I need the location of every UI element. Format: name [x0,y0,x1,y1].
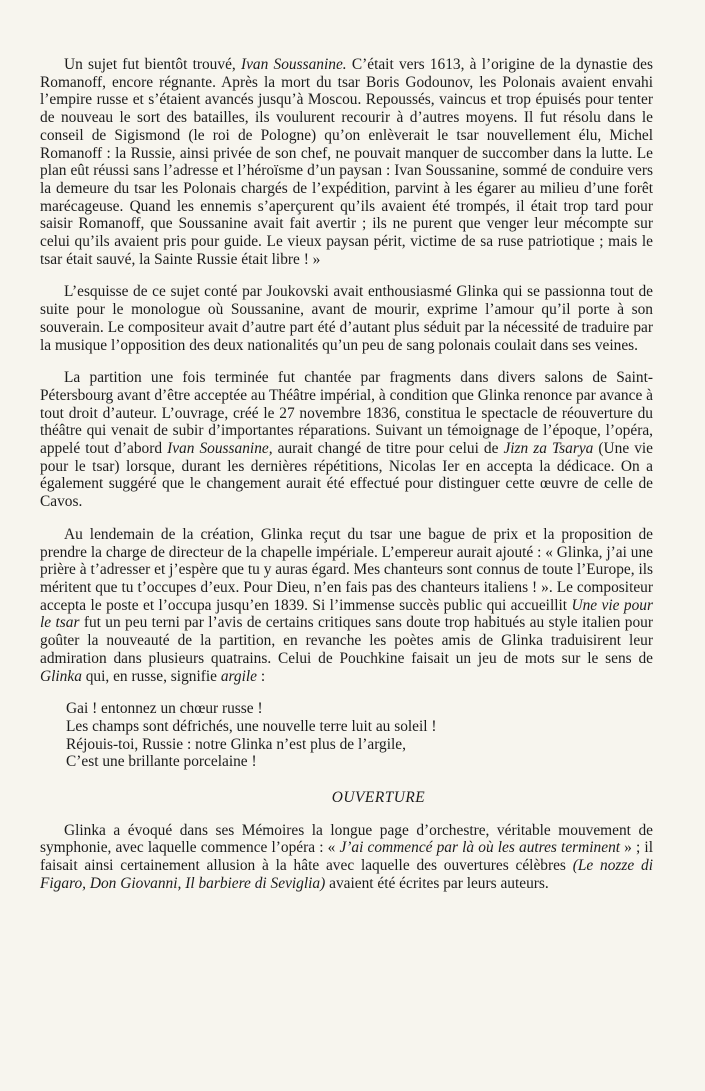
body-paragraphs [40,56,653,685]
poem-line-1: Gai ! entonnez un chœur russe ! [66,700,263,718]
body-paragraph-4 [40,526,653,685]
text-run: C’était vers 1613, à l’origine de la dynastie des Romanoff, encore régnante. Après la mort du tsar Boris Godounov, les Polonais avaient envahi l’empire russe et s’étaient avancés jusqu’à Moscou. Repoussés, vaincus et trop épuisés pour tenter de nouveau le sort des batailles, ils voulurent recourir à d’autres moyens. Il fut résolu dans le conseil de Sigismond (le roi de Pologne) qu’on enlèverait le tsar nouvellement élu, Michel Romanoff : la Russie, ainsi privée de son chef, ne pouvait manquer de succomber dans la lutte. Le plan eût réussi sans l’adresse et l’héroïsme d’un paysan : Ivan Soussanine, sommé de conduire vers la demeure du tsar les Polonais chargés de l’expédition, parvint à les égarer au milieu d’une forêt marécageuse. Quand les ennemis s’aperçurent qu’ils avaient été trompés, il était trop tard pour saisir Romanoff, que Soussanine avait fait avertir ; ils ne purent que venger leur mécompte sur celui qu’ils avaient pris pour guide. Le vieux paysan périt, victime de sa ruse patriotique ; mais le tsar était sauvé, la Sainte Russie était libre ! » [40,56,653,268]
text-run: fut un peu terni par l’avis de certains critiques sans doute trop habitués au style italien pour goûter la nouveauté de la partition, en revanche les poètes amis de Glinka traduisirent leur admiration dans plusieurs quatrains. Celui de Pouchkine faisait un jeu de mots sur le sens de [40,614,654,667]
italic-text: Glinka [40,667,82,685]
text-run: qui, en russe, signifie [81,667,221,685]
closing-paragraph [40,822,653,893]
text-run: : [257,667,266,685]
section-heading-ouverture: OUVERTURE [331,789,426,807]
italic-text: Jizn za Tsarya [503,440,594,458]
italic-text: Ivan Soussanine, [167,440,273,458]
text-run: (Une vie pour le tsar) lorsque, durant les dernières répétitions, Nicolas Ier en accepta la dédicace. On a également suggéré que le changement aurait été effectué pour distinguer cette œuvre de celle de Cavos. [40,440,654,511]
text-run: Glinka a évoqué dans ses Mémoires la longue page d’orchestre, véritable mouvement de symphonie, avec laquelle commence l’opéra : « [40,821,653,857]
text-run: La partition une fois terminée fut chantée par fragments dans divers salons de Saint-Pétersbourg avant d’être acceptée au Théâtre impérial, à condition que Glinka renonce par avance à tout droit d’auteur. L’ouvrage, créé le 27 novembre 1836, constitua le spectacle de réouverture du théâtre qui venait de subir d’importantes réparations. Suivant un témoignage de l’époque, l’opéra, appelé tout d’abord [40,369,653,458]
italic-text: Ivan Soussanine. [240,56,347,73]
italic-text: J’ai commencé par là où les autres terminent [339,839,621,857]
poem-line-4: C’est une brillante porcelaine ! [66,753,257,771]
text-run: L’esquisse de ce sujet conté par Joukovski avait enthousiasmé Glinka qui se passionna tout de suite pour le monologue où Soussanine, avant de mourir, exprime l’amour qu’il porte à son souverain. Le compositeur avait d’autre part été d’autant plus séduit par la nécessité de traduire par la musique l’opposition des deux nationalités qu’un peu de sang polonais coulait dans ses veines. [40,283,653,354]
italic-text: (Le nozze di Figaro, Don Giovanni, Il barbiere di Seviglia) [40,857,653,892]
text-run: Au lendemain de la création, Glinka reçut du tsar une bague de prix et la proposition de prendre la charge de directeur de la chapelle impériale. L’empereur aurait ajouté : « Glinka, j’ai une prière à t’adresser et j’espère que tu y auras égard. Mes chanteurs sont connus de toute l’Europe, ils méritent que tu t’occupes d’eux. Pour Dieu, n’en fais pas des chanteurs italiens ! ». Le compositeur accepta le poste et l’occupa jusqu’en 1839. Si l’immense succès public qui accueillit [40,525,653,614]
text-run: aurait changé de titre pour celui de [272,440,504,458]
text-run: avaient été écrites par leurs auteurs. [325,874,549,892]
text-run: Un sujet fut bientôt trouvé, [64,56,241,73]
pouchkine-quatrain [40,700,653,771]
document-page [40,56,653,908]
italic-text: Une vie pour le tsar [40,596,653,632]
poem-line-2: Les champs sont défrichés, une nouvelle terre luit au soleil ! [66,717,437,735]
body-paragraph-3 [40,369,653,511]
poem-line-3: Réjouis-toi, Russie : notre Glinka n’est plus de l’argile, [66,735,406,753]
body-paragraph-2 [40,283,653,354]
italic-text: argile [220,667,258,685]
body-paragraph-1 [40,56,653,268]
text-run: » ; il faisait ainsi certainement allusion à la hâte avec laquelle des ouvertures célèbres [40,839,653,875]
